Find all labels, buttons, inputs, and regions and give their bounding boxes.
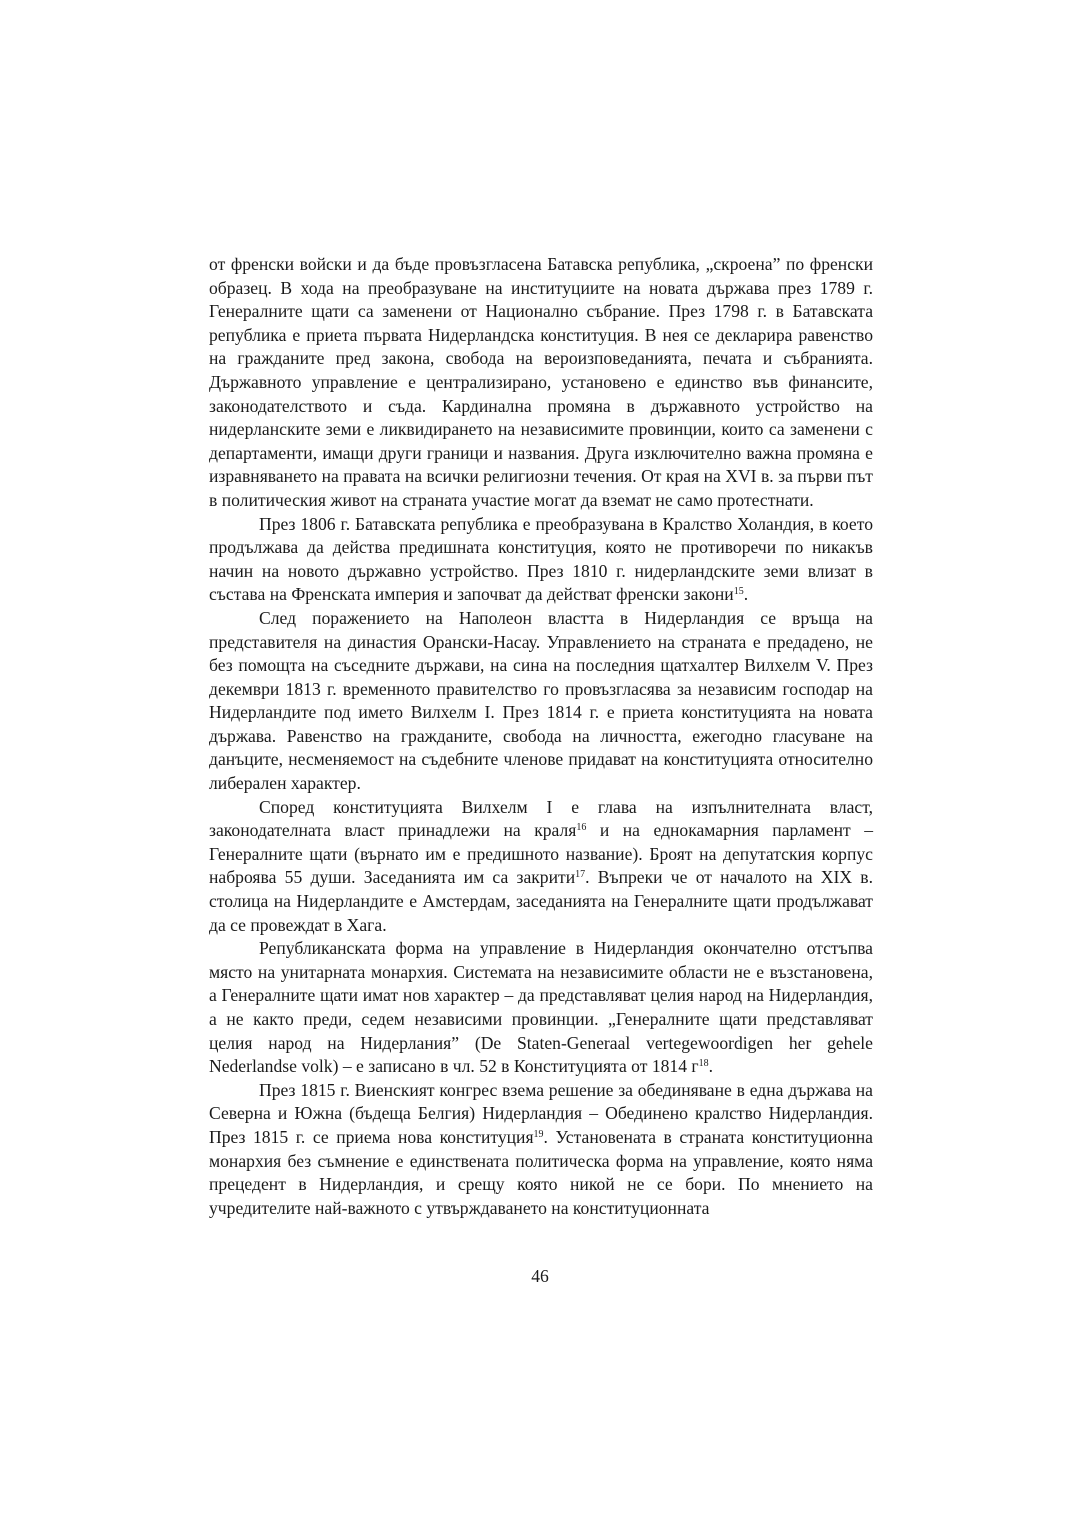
paragraph-text: от френски войски и да бъде провъзгласена Батавска република, „скроена” по френски образец. В хода на преобразуване на институциите на новата държава през 1789 г. Генералните щати са заменени от Национално събрание. През 1798 г. в Батавската република е приета първата Нидерландска конституция. В нея се декларира равенство на гражданите пред закона, свобода на вероизповеданията, печата и събранията. Държавното управление е централизирано, установено е единство във финансите, законодателството и съда. Кардинална промяна в държавното устройство на нидерланските земи е ликвидирането на независимите провинции, които са заменени с департаменти, имащи други граници и названия. Друга изключително важна промяна е изравняването на правата на всички религиозни течения. От края на XVI в. за първи път в политическия живот на страната участие могат да вземат не само протестнати. xyxy=(209,254,873,510)
footnote-reference: 19 xyxy=(533,1128,544,1140)
paragraph xyxy=(209,1079,873,1221)
paragraph-text: . xyxy=(708,1056,714,1077)
paragraph-text: След поражението на Наполеон властта в Нидерландия се връща на представителя на династия Орански-Насау. Управлението на страната е предадено, не без помощта на съседните държави, на сина на последния щатхалтер Вилхелм V. През декември 1813 г. временното правителство го провъзгласява за независим господар на Нидерландите под името Вилхелм I. През 1814 г. е приета конституцията на новата държава. Равенство на гражданите, свобода на личността, ежегодно гласуване на данъците, несменяемост на съдебните членове придават на конституцията относително либерален характер. xyxy=(209,607,873,794)
paragraph-text: . Установената в страната конституционна монархия без съмнение е единствената политическа форма на управление, която няма прецедент в Нидерландия, и срещу която никой не се бори. По мнението на учредителите най-важното с утвърждаването на конституционната xyxy=(209,1126,873,1218)
paragraph-text: Републиканската форма на управление в Нидерландия окончателно отстъпва място на унитарната монархия. Системата на независимите области не е възстановена, а Генералните щати имат нов характер – да представляват целия народ на Нидерландия, а не както преди, седем независими провинции. „Генералните щати представляват целия народ на Нидерлания” (De Staten-Generaal vertegewoordigen her gehele Nederlandse volk) – е записано в чл. 52 в Конституцията от 1814 г xyxy=(209,938,873,1077)
paragraph xyxy=(209,513,873,607)
footnote-reference: 17 xyxy=(575,869,586,881)
footnote-reference: 15 xyxy=(733,586,744,598)
paragraph-text: През 1806 г. Батавската република е преобразувана в Кралство Холандия, в което продължава да действа предишната конституция, която не противоречи по никакъв начин на новото държавно устройство. През 1810 г. нидерландските земи влизат в състава на Френската империя и започват да действат френски закони xyxy=(209,513,873,605)
paragraph-text: . Въпреки че от началото на XIX в. столица на Нидерландите е Амстердам, заседанията на Генералните щати продължават да се провеждат в Хага. xyxy=(209,867,873,935)
page-number: 46 xyxy=(531,1266,549,1286)
paragraph-text: Според конституцията Вилхелм I е глава на изпълнителната власт, законодателната власт принадлежи на краля xyxy=(209,796,873,841)
paragraph xyxy=(209,796,873,938)
footnote-reference: 18 xyxy=(698,1058,709,1070)
paragraph-text: През 1815 г. Виенският конгрес взема решение за обединяване в една държава на Северна и Южна (бъдеща Белгия) Нидерландия – Обединено кралство Нидерландия. През 1815 г. се приема нова конституция xyxy=(209,1079,873,1147)
paragraph xyxy=(209,937,873,1079)
paragraph-text: . xyxy=(743,584,749,605)
paragraph-text: и на еднокамарния парламент – Генералните щати (върнато им е предишното название). Броят на депутатския корпус наброява 55 души. Заседанията им са закрити xyxy=(209,820,873,888)
footnote-reference: 16 xyxy=(576,822,587,834)
paragraph xyxy=(209,607,873,796)
paragraph xyxy=(209,253,873,513)
body-text xyxy=(209,253,873,1220)
